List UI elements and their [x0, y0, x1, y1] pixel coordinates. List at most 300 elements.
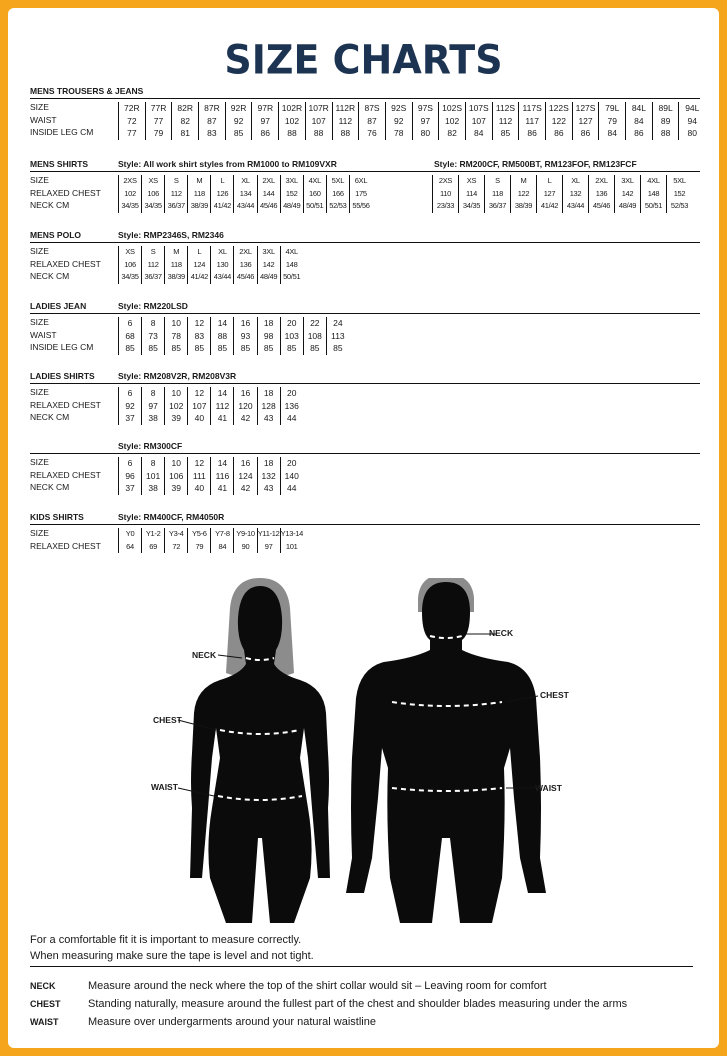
table-cell: 87S — [364, 103, 380, 113]
table-cell: 127 — [543, 188, 556, 198]
table-cell: 18 — [263, 388, 274, 398]
size-column — [510, 175, 536, 213]
size-column — [164, 175, 187, 213]
table-cell: 41/42 — [213, 201, 232, 210]
page-title: SIZE CHARTS — [224, 36, 503, 84]
style-note: Style: RM220LSD — [118, 301, 188, 311]
table-cell: 3XL — [621, 176, 634, 185]
table-cell: 36/37 — [144, 272, 162, 281]
size-column — [233, 175, 256, 213]
table-cell: 89L — [658, 103, 673, 113]
table-cell: 69 — [149, 541, 158, 551]
definition-key: CHEST — [30, 999, 61, 1009]
definition-text: Measure over undergarments around your natural waistline — [88, 1016, 376, 1028]
table-cell: 97R — [257, 103, 274, 113]
style-note: Style: RM400CF, RM4050R — [118, 512, 225, 522]
table-cell: 3XL — [285, 176, 298, 185]
table-cell: 89 — [660, 115, 671, 126]
style-note: Style: RM200CF, RM500BT, RM123FOF, RM123FCF — [434, 159, 637, 169]
table-cell: 8 — [150, 388, 156, 398]
table-cell: 10 — [171, 388, 181, 398]
table-cell: 101 — [285, 541, 298, 551]
table-cell: 88 — [287, 128, 297, 138]
table-cell: 97 — [420, 115, 431, 126]
table-cell: 102 — [445, 115, 460, 126]
table-cell: 38/39 — [514, 201, 533, 210]
table-cell: 106 — [124, 259, 136, 269]
size-column — [484, 175, 510, 213]
table-cell: 20 — [286, 388, 297, 398]
table-cell: Y11-12 — [257, 529, 280, 538]
table-cell: 126 — [216, 188, 229, 198]
table-cell: 120 — [238, 400, 253, 411]
size-column — [141, 317, 164, 355]
table-cell: 44 — [286, 413, 297, 423]
table-cell: 5XL — [673, 176, 686, 185]
size-column — [666, 175, 692, 213]
size-column — [164, 528, 187, 553]
size-column — [257, 528, 280, 553]
row-label: NECK CM — [30, 271, 70, 281]
table-cell: 43 — [263, 413, 274, 423]
size-column — [280, 317, 303, 355]
table-cell: 10 — [171, 318, 181, 328]
table-cell: 122 — [517, 188, 530, 198]
table-cell: 148 — [285, 259, 298, 269]
table-cell: 86 — [580, 128, 591, 138]
table-cell: 41/42 — [540, 201, 559, 210]
table-cell: 78 — [393, 128, 404, 138]
table-cell: Y3-4 — [168, 529, 184, 538]
section-heading: MENS SHIRTS — [30, 159, 89, 169]
table-cell: 142 — [621, 188, 634, 198]
table-cell: XS — [466, 176, 477, 185]
table-cell: 106 — [169, 470, 184, 481]
table-cell: 12 — [194, 458, 205, 468]
table-cell: 93 — [240, 330, 251, 341]
row-label: SIZE — [30, 246, 49, 256]
size-column — [141, 246, 164, 284]
table-cell: 3XL — [262, 247, 275, 256]
section-heading: MENS TROUSERS & JEANS — [30, 86, 144, 96]
table-cell: 117 — [525, 115, 539, 126]
style-note: Style: RMP2346S, RM2346 — [118, 230, 224, 240]
table-cell: 68 — [125, 330, 135, 341]
man-chest-label: CHEST — [540, 690, 569, 700]
table-cell: L — [197, 247, 202, 256]
table-cell: 23/33 — [436, 201, 455, 210]
table-cell: 106 — [147, 188, 159, 198]
size-column — [210, 175, 233, 213]
row-label: NECK CM — [30, 412, 70, 422]
table-cell: 101 — [146, 470, 161, 481]
table-cell: 97S — [417, 103, 433, 113]
table-cell: 10 — [171, 458, 181, 468]
table-cell: 45/46 — [259, 201, 278, 210]
table-cell: 136 — [239, 259, 252, 269]
table-cell: 2XL — [595, 176, 608, 185]
table-cell: 4XL — [285, 247, 298, 256]
table-cell: 34/35 — [144, 201, 162, 210]
table-cell: 118 — [491, 188, 504, 198]
table-cell: Y1-2 — [145, 529, 161, 538]
table-cell: 48/49 — [259, 272, 278, 281]
table-cell: 102S — [442, 103, 463, 113]
table-cell: 18 — [263, 458, 274, 468]
table-cell: 103 — [284, 330, 299, 341]
table-cell: 80 — [687, 128, 698, 138]
table-cell: 39 — [171, 413, 181, 423]
man-waist-label: WAIST — [535, 783, 562, 793]
table-cell: 96 — [125, 470, 135, 481]
table-cell: 127 — [578, 115, 593, 126]
row-label: SIZE — [30, 387, 49, 397]
table-cell: 112 — [170, 188, 182, 198]
table-cell: 79 — [607, 115, 617, 126]
table-cell: 92 — [393, 115, 404, 126]
table-cell: 86 — [554, 128, 564, 138]
size-column — [164, 457, 187, 495]
man-neck-label: NECK — [489, 628, 514, 638]
size-column — [598, 102, 625, 140]
size-column — [171, 102, 198, 140]
table-cell: 79 — [153, 128, 164, 138]
section-mens-trousers — [30, 86, 700, 138]
table-cell: 92R — [230, 103, 247, 113]
table-cell: 4XL — [647, 176, 660, 185]
table-cell: 40 — [194, 413, 205, 423]
table-cell: 79L — [605, 103, 620, 113]
table-cell: 85 — [194, 343, 205, 353]
size-column — [412, 102, 439, 140]
table-cell: 87R — [204, 103, 220, 113]
fit-note-line: For a comfortable fit it is important to measure correctly. — [30, 934, 302, 946]
size-column — [233, 457, 256, 495]
table-cell: 39 — [171, 483, 181, 493]
size-column — [164, 317, 187, 355]
table-cell: 112R — [335, 103, 356, 113]
table-cell: 44 — [286, 483, 297, 493]
size-column — [625, 102, 652, 140]
measurement-definitions — [30, 966, 693, 1031]
size-column — [303, 317, 326, 355]
table-cell: 4XL — [308, 176, 322, 185]
table-cell: 72R — [124, 103, 140, 113]
table-cell: 55/56 — [352, 201, 370, 210]
table-cell: 82R — [177, 103, 194, 113]
table-cell: 85 — [148, 343, 158, 353]
table-cell: 41 — [217, 413, 228, 423]
table-cell: 40 — [194, 483, 205, 493]
size-column — [187, 175, 210, 213]
table-cell: 79 — [195, 541, 204, 551]
size-column — [210, 457, 233, 495]
table-cell: 85 — [217, 343, 228, 353]
table-cell: 107 — [471, 115, 486, 126]
table-cell: 14 — [217, 318, 228, 328]
table-cell: 12 — [194, 388, 205, 398]
row-label: SIZE — [30, 528, 49, 538]
size-column — [536, 175, 562, 213]
table-cell: 2XS — [438, 176, 453, 185]
table-cell: 130 — [216, 259, 229, 269]
table-cell: 14 — [217, 388, 228, 398]
table-cell: Y5-6 — [192, 529, 207, 538]
size-column — [280, 246, 303, 284]
table-cell: 127S — [575, 103, 596, 113]
row-label: RELAXED CHEST — [30, 399, 101, 410]
section-heading: LADIES JEAN — [30, 301, 87, 311]
table-cell: M — [173, 247, 180, 256]
table-cell: 14 — [217, 458, 228, 468]
table-cell: 108 — [307, 330, 322, 341]
table-cell: M — [196, 176, 203, 185]
table-cell: 87 — [367, 115, 377, 126]
table-cell: 102 — [284, 115, 300, 126]
definition-text: Measure around the neck where the top of the shirt collar would sit – Leaving room for comfort — [88, 980, 547, 992]
row-label: NECK CM — [30, 200, 70, 210]
table-cell: 85 — [171, 343, 181, 353]
table-cell: 90 — [241, 541, 250, 551]
table-cell: 8 — [150, 458, 156, 468]
table-cell: 38 — [148, 483, 158, 493]
table-cell: 84 — [474, 128, 484, 138]
table-cell: 34/35 — [121, 201, 139, 210]
size-column — [118, 457, 141, 495]
table-cell: 107 — [311, 115, 326, 126]
table-cell: Y13-14 — [280, 529, 304, 538]
woman-chest-label: CHEST — [153, 715, 182, 725]
table-cell: 72 — [172, 541, 181, 551]
table-cell: 166 — [332, 188, 344, 198]
table-cell: 6XL — [354, 176, 368, 185]
size-column — [233, 317, 256, 355]
size-column — [210, 387, 233, 425]
table-cell: 84 — [634, 115, 644, 126]
table-cell: 112 — [498, 115, 513, 126]
table-cell: 92 — [125, 400, 135, 411]
woman-neck-label: NECK — [192, 650, 217, 660]
size-column — [652, 102, 679, 140]
table-cell: 6 — [127, 318, 133, 328]
table-cell: 20 — [286, 458, 297, 468]
table-cell: 36/37 — [488, 201, 507, 210]
section-mens-polo — [30, 230, 700, 281]
table-cell: 45/46 — [236, 272, 255, 281]
table-cell: M — [520, 176, 527, 185]
table-cell: 77R — [150, 103, 167, 113]
table-cell: 2XL — [262, 176, 275, 185]
size-column — [141, 387, 164, 425]
table-cell: 64 — [126, 541, 134, 551]
table-cell: 128 — [261, 400, 276, 411]
table-cell: 78 — [171, 330, 181, 341]
definition-key: WAIST — [30, 1017, 59, 1027]
table-cell: 36/37 — [167, 201, 185, 210]
row-label: RELAXED CHEST — [30, 187, 101, 198]
size-column — [210, 317, 233, 355]
table-cell: 52/53 — [329, 201, 347, 210]
table-cell: 2XS — [123, 176, 137, 185]
size-column — [326, 317, 349, 355]
size-column — [118, 387, 141, 425]
table-cell: 160 — [308, 188, 321, 198]
table-cell: 136 — [284, 400, 299, 411]
table-cell: 97 — [264, 541, 273, 551]
table-cell: 148 — [647, 188, 660, 198]
row-label: SIZE — [30, 457, 49, 467]
table-cell: 6 — [127, 458, 133, 468]
size-column — [257, 387, 280, 425]
table-cell: 85 — [500, 128, 511, 138]
table-cell: 112 — [215, 400, 230, 411]
table-cell: 112 — [338, 115, 353, 126]
section-heading: KIDS SHIRTS — [30, 512, 84, 522]
table-cell: 38 — [148, 413, 158, 423]
table-cell: 84L — [631, 103, 646, 113]
definition-waist — [30, 1013, 693, 1031]
size-column — [118, 102, 145, 140]
table-cell: 175 — [355, 188, 367, 198]
size-column — [588, 175, 614, 213]
row-label: INSIDE LEG CM — [30, 342, 94, 352]
woman-silhouette — [190, 586, 330, 923]
table-cell: 20 — [286, 318, 297, 328]
table-cell: 118 — [193, 188, 205, 198]
table-cell: Y7-8 — [215, 529, 230, 538]
table-cell: L — [547, 176, 552, 185]
table-cell: 102 — [169, 400, 184, 411]
fit-note-line: When measuring make sure the tape is level and not tight. — [30, 950, 314, 962]
table-cell: 85 — [286, 343, 297, 353]
row-label: WAIST — [30, 114, 57, 125]
size-column — [118, 246, 141, 284]
size-column — [164, 246, 187, 284]
table-cell: 122S — [548, 103, 569, 113]
table-cell: 132 — [261, 470, 276, 481]
table-cell: 87 — [207, 115, 217, 126]
style-note: Style: RM208V2R, RM208V3R — [118, 371, 237, 381]
size-column — [187, 246, 210, 284]
size-column — [640, 175, 666, 213]
table-cell: XL — [218, 247, 227, 256]
table-cell: 102 — [124, 188, 136, 198]
size-column — [141, 175, 164, 213]
table-cell: 118 — [170, 259, 182, 269]
size-column — [187, 387, 210, 425]
table-cell: 48/49 — [283, 201, 301, 210]
table-cell: 72 — [127, 115, 137, 126]
size-column — [280, 175, 303, 213]
row-label: INSIDE LEG CM — [30, 127, 94, 137]
table-cell: XS — [125, 247, 135, 256]
size-column — [432, 175, 458, 213]
table-cell: 12 — [194, 318, 205, 328]
table-cell: 86 — [527, 128, 537, 138]
size-column — [678, 102, 705, 140]
table-cell: 113 — [331, 330, 345, 341]
table-cell: 117S — [522, 103, 542, 113]
table-cell: 83 — [194, 330, 205, 341]
size-column — [458, 175, 484, 213]
table-cell: 142 — [262, 259, 275, 269]
table-cell: 144 — [262, 188, 275, 198]
table-cell: 16 — [240, 318, 251, 328]
table-cell: 2XL — [239, 247, 252, 256]
section-ladies-shirts — [30, 371, 700, 423]
table-cell: 122 — [551, 115, 566, 126]
table-cell: 43 — [263, 483, 274, 493]
table-cell: 85 — [240, 343, 251, 353]
table-cell: 132 — [569, 188, 582, 198]
size-column — [280, 528, 303, 553]
table-cell: 37 — [125, 413, 135, 423]
table-cell: 112 — [147, 259, 159, 269]
size-column — [257, 246, 280, 284]
size-column — [278, 102, 305, 140]
table-cell: 134 — [239, 188, 252, 198]
size-column — [141, 528, 164, 553]
style-note: Style: RM300CF — [118, 441, 183, 451]
table-cell: 88 — [340, 128, 351, 138]
size-column — [562, 175, 588, 213]
table-cell: S — [150, 247, 156, 256]
definition-key: NECK — [30, 981, 56, 991]
table-cell: 136 — [595, 188, 608, 198]
size-column — [492, 102, 519, 140]
size-column — [145, 102, 172, 140]
size-column — [280, 457, 303, 495]
size-column — [572, 102, 599, 140]
table-cell: 86 — [260, 128, 271, 138]
table-cell: 6 — [127, 388, 133, 398]
table-cell: 140 — [284, 470, 299, 481]
size-column — [545, 102, 572, 140]
size-column — [280, 387, 303, 425]
table-cell: 34/35 — [462, 201, 481, 210]
table-cell: 97 — [260, 115, 271, 126]
size-column — [349, 175, 372, 213]
definition-text: Standing naturally, measure around the fullest part of the chest and shoulder blades measuring under the arms — [88, 998, 628, 1010]
table-cell: 107R — [308, 103, 329, 113]
table-cell: 116 — [215, 470, 230, 481]
size-column — [303, 175, 326, 213]
table-cell: 112S — [495, 103, 516, 113]
style-note: Style: All work shirt styles from RM1000 to RM109VXR — [118, 159, 337, 169]
size-column — [118, 528, 141, 553]
table-cell: 97 — [148, 400, 158, 411]
table-cell: 73 — [148, 330, 158, 341]
table-cell: 76 — [367, 128, 377, 138]
table-cell: 48/49 — [618, 201, 637, 210]
table-cell: 110 — [439, 188, 452, 198]
size-column — [233, 246, 256, 284]
size-column — [614, 175, 640, 213]
table-cell: 42 — [240, 413, 251, 423]
size-column — [305, 102, 332, 140]
table-cell: S — [495, 176, 500, 185]
size-column — [257, 317, 280, 355]
table-cell: 85 — [125, 343, 135, 353]
section-ladies-jean — [30, 301, 700, 353]
size-column — [385, 102, 412, 140]
table-cell: 85 — [233, 128, 244, 138]
table-cell: S — [173, 176, 179, 185]
size-column — [233, 387, 256, 425]
table-cell: 88 — [313, 128, 324, 138]
size-column — [233, 528, 256, 553]
table-cell: XS — [148, 176, 158, 185]
